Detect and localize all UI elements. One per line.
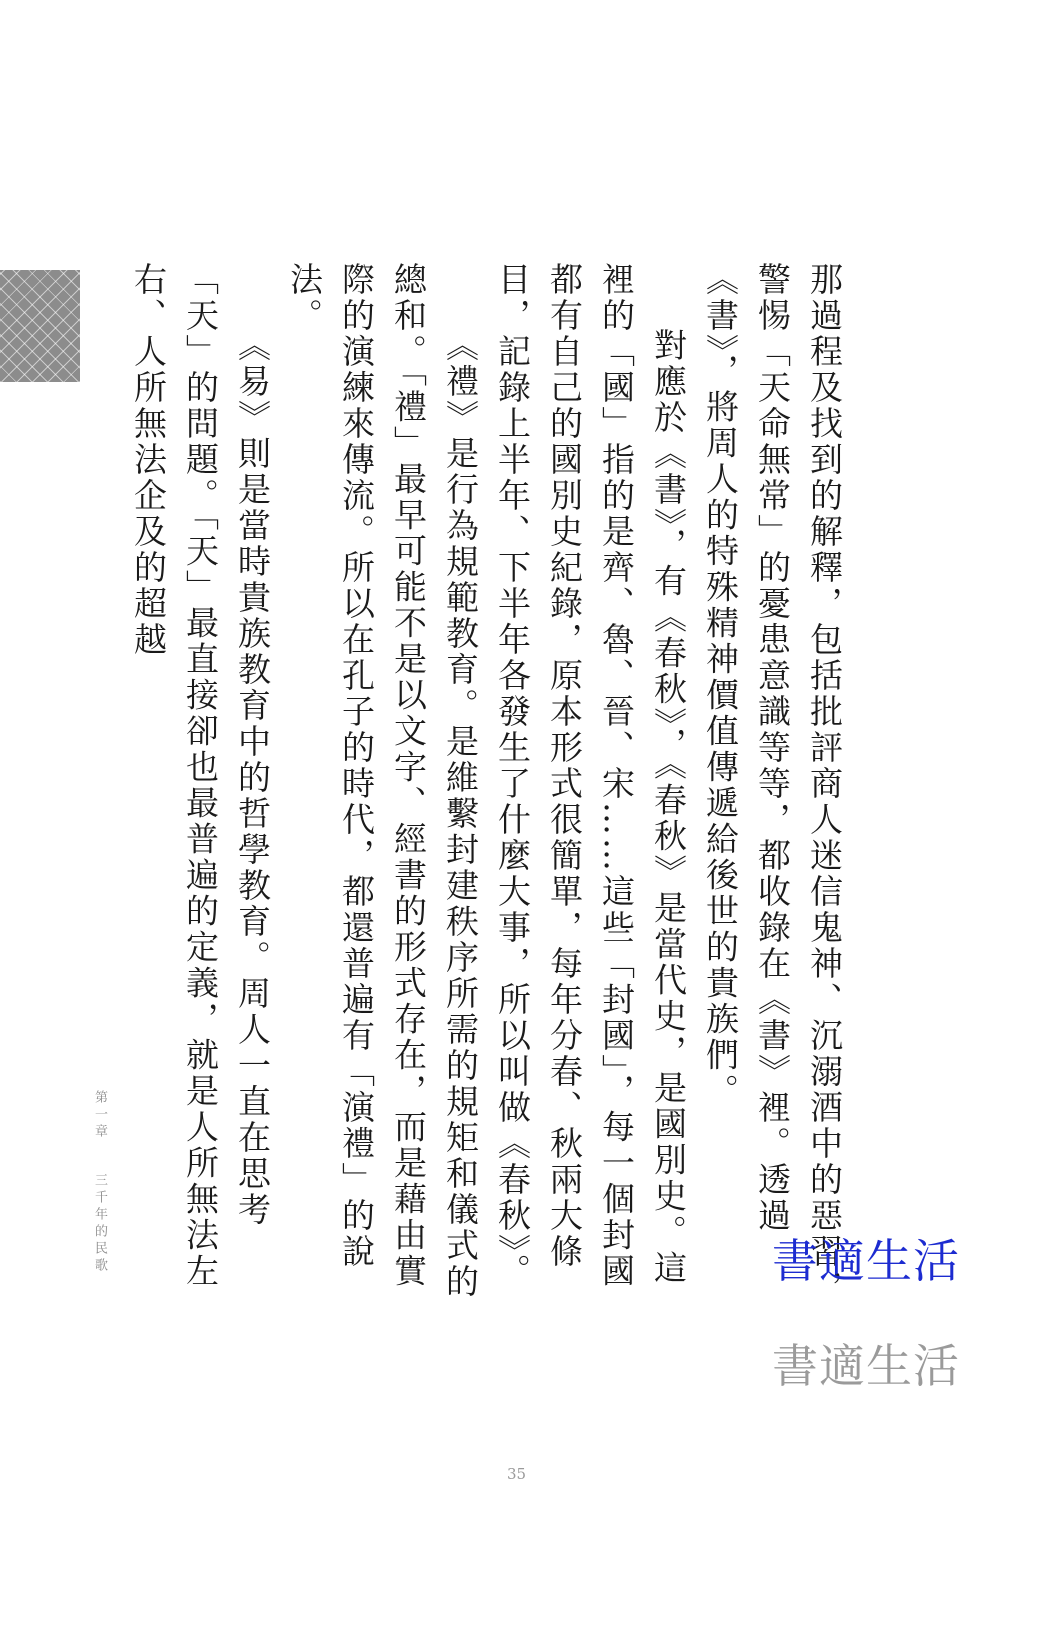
page-number: 35 <box>507 1465 527 1483</box>
running-footer <box>90 1090 109 1275</box>
footer-separator <box>90 1143 109 1171</box>
body-text <box>129 262 850 1312</box>
paragraph: 《易》則是當時貴族教育中的哲學教育。周人一直在思考「天」的問題。「天」最直接卻也最普遍的定義，就是人所無法左右、人所無法企及的超越 <box>129 262 272 1290</box>
footer-chapter: 第一章 <box>92 1090 107 1141</box>
watermark-blue: 書適生活 <box>772 1234 960 1288</box>
paragraph: 對應於《書》，有《春秋》，《春秋》是當代史，是國別史。這裡的「國」指的是齊、魯、晉、宋……這些「封國」，每一個封國都有自己的國別史紀錄，原本形式很簡單，每年分春、秋兩大條目，記錄上半年、下半年各發生了什麼大事，所以叫做《春秋》。 <box>493 262 688 1290</box>
paragraph: 那過程及找到的解釋，包括批評商人迷信鬼神、沉溺酒中的惡習，警惕「天命無常」的憂患意識等等，都收錄在《書》裡。透過《書》，將周人的特殊精神價值傳遞給後世的貴族們。 <box>701 262 844 1306</box>
paragraph: 《禮》是行為規範教育。是維繫封建秩序所需的規矩和儀式的總和。「禮」最早可能不是以文字、經書的形式存在，而是藉由實際的演練來傳流。所以在孔子的時代，都還普遍有「演禮」的說法。 <box>285 262 480 1300</box>
watermark-gray: 書適生活 <box>772 1339 960 1393</box>
footer-title: 三千年的民歌 <box>92 1173 107 1275</box>
decorative-lattice-ornament <box>0 270 80 382</box>
